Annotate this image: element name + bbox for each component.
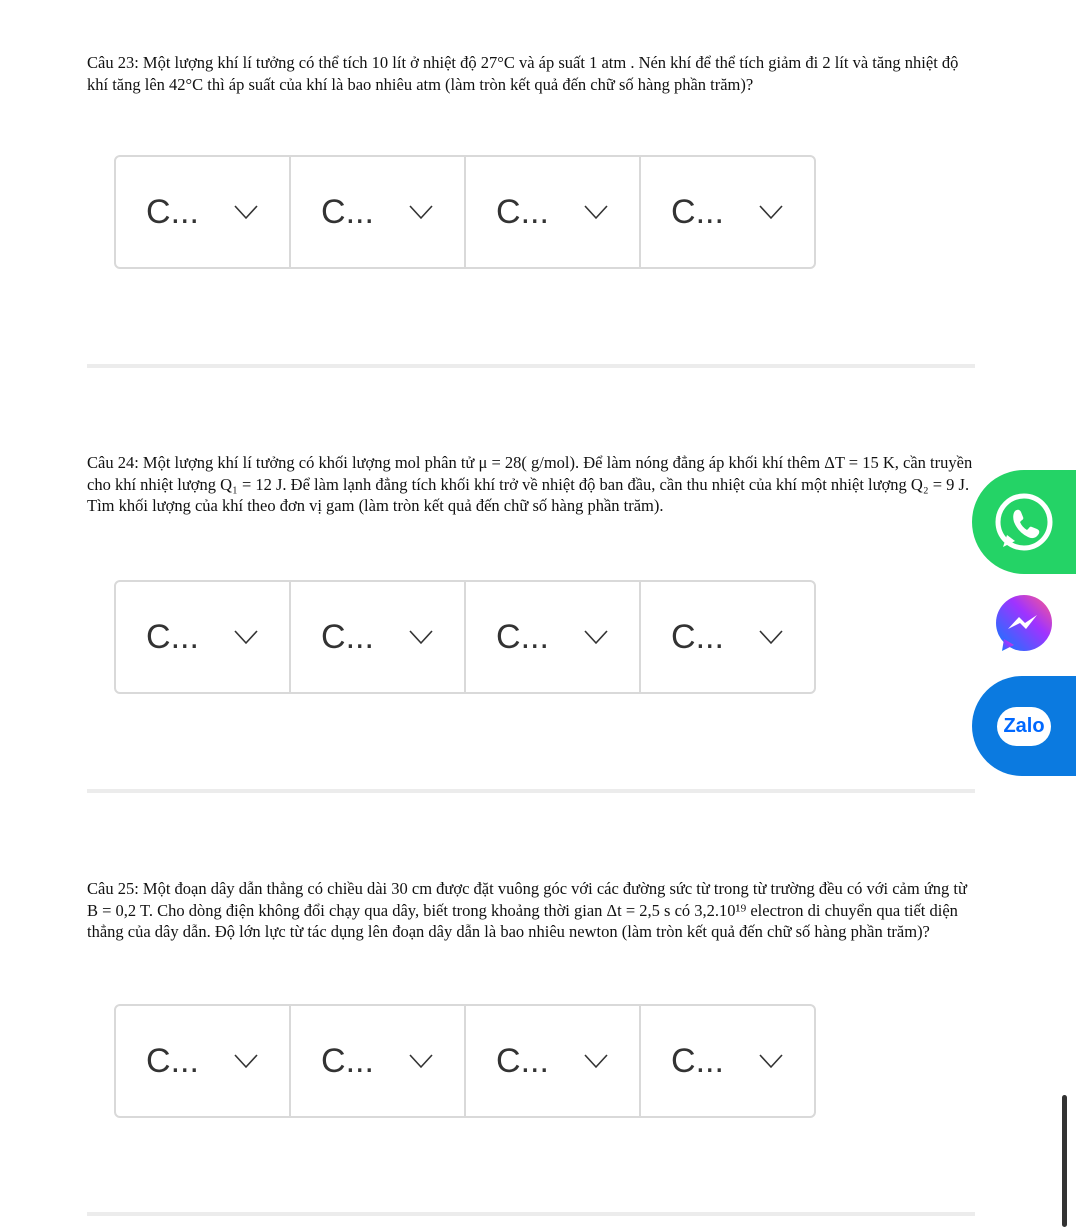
- section-divider: [87, 1212, 975, 1216]
- answer-value: C...: [496, 617, 549, 656]
- answer-value: C...: [321, 617, 374, 656]
- answer-value: C...: [321, 192, 374, 231]
- answer-value: C...: [321, 1041, 374, 1080]
- chevron-down-icon: [408, 629, 434, 645]
- chevron-down-icon: [408, 1053, 434, 1069]
- answer-value: C...: [146, 1041, 199, 1080]
- answer-value: C...: [146, 192, 199, 231]
- answer-select-23-4[interactable]: [641, 157, 814, 267]
- section-divider: [87, 364, 975, 368]
- answer-select-23-3[interactable]: [466, 157, 641, 267]
- answer-row-24: [114, 580, 816, 694]
- chevron-down-icon: [583, 629, 609, 645]
- answer-value: C...: [146, 617, 199, 656]
- answer-select-25-4[interactable]: [641, 1006, 814, 1116]
- answer-select-25-3[interactable]: [466, 1006, 641, 1116]
- answer-select-23-1[interactable]: [116, 157, 291, 267]
- chevron-down-icon: [233, 1053, 259, 1069]
- question-25-text: Câu 25: Một đoạn dây dẫn thẳng có chiều dài 30 cm được đặt vuông góc với các đường sức từ trong từ trường đều có với cảm ứng từ B = 0,2 T. Cho dòng điện không đổi chạy qua dây, biết trong khoảng thời gian Δt = 2,5 s có 3,2.10¹⁹ electron di chuyển qua tiết diện thẳng của dây dẫn. Độ lớn lực từ tác dụng lên đoạn dây dẫn là bao nhiêu newton (làm tròn kết quả đến chữ số hàng phần trăm)?: [87, 879, 967, 941]
- chevron-down-icon: [233, 629, 259, 645]
- answer-value: C...: [496, 1041, 549, 1080]
- answer-select-24-3[interactable]: [466, 582, 641, 692]
- messenger-icon: [992, 593, 1056, 657]
- scrollbar-thumb[interactable]: [1062, 1095, 1067, 1227]
- question-24-text: Câu 24: Một lượng khí lí tưởng có khối lượng mol phân tử μ = 28( g/mol). Để làm nóng đẳng áp khối khí thêm ΔT = 15 K, cần truyền cho khí nhiệt lượng Q₁ = 12 J. Để làm lạnh đẳng tích khối khí trở về nhiệt độ ban đầu, cần thu nhiệt của khí một nhiệt lượng Q₂ = 9 J. Tìm khối lượng của khí theo đơn vị gam (làm tròn kết quả đến chữ số hàng phần trăm).: [87, 453, 973, 515]
- messenger-button[interactable]: [972, 578, 1076, 672]
- answer-select-23-2[interactable]: [291, 157, 466, 267]
- chevron-down-icon: [408, 204, 434, 220]
- answer-select-24-4[interactable]: [641, 582, 814, 692]
- chevron-down-icon: [758, 629, 784, 645]
- chevron-down-icon: [758, 1053, 784, 1069]
- whatsapp-button[interactable]: [972, 470, 1076, 574]
- answer-select-25-1[interactable]: [116, 1006, 291, 1116]
- answer-select-24-2[interactable]: [291, 582, 466, 692]
- answer-row-25: [114, 1004, 816, 1118]
- zalo-icon: Zalo: [997, 707, 1050, 746]
- chevron-down-icon: [758, 204, 784, 220]
- answer-value: C...: [671, 1041, 724, 1080]
- whatsapp-icon: [993, 491, 1055, 553]
- zalo-button[interactable]: [972, 676, 1076, 776]
- chevron-down-icon: [583, 204, 609, 220]
- answer-value: C...: [671, 617, 724, 656]
- answer-value: C...: [496, 192, 549, 231]
- answer-value: C...: [671, 192, 724, 231]
- question-23-text: Câu 23: Một lượng khí lí tưởng có thể tích 10 lít ở nhiệt độ 27°C và áp suất 1 atm . Nén khí để thể tích giảm đi 2 lít và tăng nhiệt độ khí tăng lên 42°C thì áp suất của khí là bao nhiêu atm (làm tròn kết quả đến chữ số hàng phần trăm)?: [87, 53, 959, 94]
- chevron-down-icon: [583, 1053, 609, 1069]
- answer-row-23: [114, 155, 816, 269]
- chevron-down-icon: [233, 204, 259, 220]
- answer-select-25-2[interactable]: [291, 1006, 466, 1116]
- answer-select-24-1[interactable]: [116, 582, 291, 692]
- section-divider: [87, 789, 975, 793]
